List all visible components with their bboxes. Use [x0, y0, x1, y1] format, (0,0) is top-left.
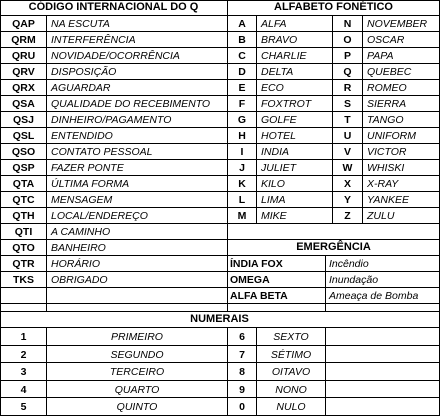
phonetic-letter: F: [238, 98, 246, 110]
row-line: [0, 47, 440, 48]
numeral-word: SÉTIMO: [270, 349, 312, 361]
emergency-code: OMEGA: [230, 274, 270, 286]
q-code-meaning: NA ESCUTA: [51, 18, 110, 30]
row-line: [0, 287, 440, 288]
phonetic-word: INDIA: [261, 146, 290, 158]
numeral-digit: 4: [20, 384, 27, 396]
q-code: QSL: [12, 130, 35, 142]
row-line: [0, 175, 440, 176]
q-code: QRM: [11, 34, 36, 46]
row-line: [0, 255, 440, 256]
emergency-header: EMERGÊNCIA: [296, 241, 371, 253]
phonetic-word: ECO: [261, 82, 284, 94]
phonetic-letter: N: [343, 18, 352, 30]
numeral-digit: 5: [20, 401, 27, 413]
numeral-word: PRIMEIRO: [111, 331, 163, 343]
phonetic-letter: O: [343, 34, 352, 46]
q-code-meaning: DISPOSIÇÃO: [51, 66, 117, 78]
q-code: TKS: [13, 274, 34, 286]
phonetic-word: X-RAY: [367, 178, 399, 190]
emergency-meaning: Incêndio: [329, 258, 369, 270]
phonetic-word: PAPA: [367, 50, 394, 62]
emergency-code: ÍNDIA FOX: [230, 258, 283, 270]
col-line: [325, 256, 326, 312]
numeral-word: SEGUNDO: [110, 349, 164, 361]
q-code: QTI: [14, 226, 33, 238]
q-code-meaning: QUALIDADE DO RECEBIMENTO: [51, 98, 211, 110]
phonetic-letter: E: [238, 82, 246, 94]
phonetic-word: TANGO: [367, 114, 404, 126]
row-line: [0, 31, 440, 32]
phonetic-letter: Z: [344, 210, 351, 222]
row-line: [0, 362, 440, 363]
q-code-meaning: CONTATO PESSOAL: [51, 146, 153, 158]
phonetic-letter: L: [238, 194, 246, 206]
q-code: QSA: [12, 98, 35, 110]
row-line: [0, 303, 440, 304]
phonetic-letter: K: [238, 178, 246, 190]
q-code-meaning: HORÁRIO: [51, 258, 101, 270]
row-line: [0, 397, 440, 398]
numeral-digit: 2: [20, 349, 27, 361]
q-code: QRX: [12, 82, 35, 94]
q-code: QTC: [12, 194, 35, 206]
q-code-meaning: AGUARDAR: [51, 82, 111, 94]
phonetic-letter: Y: [343, 194, 351, 206]
col-line: [362, 16, 363, 224]
q-code: QSO: [11, 146, 36, 158]
phonetic-word: YANKEE: [367, 194, 410, 206]
numerals-header: NUMERAIS: [190, 313, 249, 325]
phonetic-word: CHARLIE: [261, 50, 307, 62]
q-code: QRU: [11, 50, 36, 62]
phonetic-letter: U: [343, 130, 352, 142]
q-code-meaning: BANHEIRO: [51, 242, 106, 254]
numeral-digit: 3: [20, 366, 27, 378]
phonetic-word: JULIET: [261, 162, 297, 174]
q-code-meaning: INTERFERÊNCIA: [51, 34, 136, 46]
phonetic-word: KILO: [261, 178, 285, 190]
row-line: [0, 327, 440, 328]
q-code-meaning: DINHEIRO/PAGAMENTO: [51, 114, 172, 126]
numeral-word: TERCEIRO: [109, 366, 165, 378]
numeral-digit: 0: [239, 401, 245, 413]
phonetic-word: MIKE: [261, 210, 287, 222]
q-code: QTH: [12, 210, 35, 222]
col-line: [46, 16, 47, 312]
q-code-meaning: OBRIGADO: [51, 274, 108, 286]
row-line: [0, 79, 440, 80]
col-line: [256, 16, 257, 224]
row-line: [0, 345, 440, 346]
numeral-digit: 7: [239, 349, 245, 361]
row-line: [0, 271, 440, 272]
phonetic-letter: R: [343, 82, 352, 94]
phonetic-word: SIERRA: [367, 98, 407, 110]
numeral-digit: 1: [20, 331, 27, 343]
q-code: QTR: [12, 258, 35, 270]
q-code-meaning: ENTENDIDO: [51, 130, 113, 142]
phonetic-letter: A: [238, 18, 246, 30]
q-code-meaning: A CAMINHO: [51, 226, 111, 238]
q-code: QSP: [12, 162, 35, 174]
numeral-word: QUINTO: [116, 401, 158, 413]
numeral-word: SEXTO: [273, 331, 309, 343]
phonetic-word: ROMEO: [367, 82, 407, 94]
q-code: QSJ: [12, 114, 34, 126]
phonetic-word: FOXTROT: [261, 98, 312, 110]
numeral-word: NULO: [276, 401, 306, 413]
emergency-meaning: Ameaça de Bomba: [329, 290, 419, 302]
phonetic-letter: P: [343, 50, 351, 62]
numeral-word: OITAVO: [271, 366, 311, 378]
phonetic-letter: X: [343, 178, 351, 190]
numeral-word: QUARTO: [114, 384, 160, 396]
q-code: QAP: [12, 18, 35, 30]
q-code: QTA: [12, 178, 35, 190]
row-line: [0, 95, 440, 96]
phonetic-letter: B: [238, 34, 246, 46]
phonetic-letter: T: [344, 114, 351, 126]
numeral-word: NONO: [275, 384, 307, 396]
phonetic-word: VICTOR: [367, 146, 407, 158]
phonetic-letter: Q: [343, 66, 352, 78]
phonetic-letter: C: [238, 50, 246, 62]
phonetic-letter: S: [343, 98, 351, 110]
q-code-meaning: ÚLTIMA FORMA: [51, 178, 130, 190]
col-line: [325, 328, 326, 416]
row-line: [0, 15, 440, 16]
border-top: [0, 0, 440, 1]
phonetic-letter: I: [240, 146, 244, 158]
phonetic-letter: V: [343, 146, 351, 158]
row-line: [0, 143, 440, 144]
phonetic-letter: H: [238, 130, 246, 142]
phonetic-word: BRAVO: [261, 34, 298, 46]
q-code-header: CÓDIGO INTERNACIONAL DO Q: [28, 1, 199, 13]
phonetic-word: ALFA: [261, 18, 287, 30]
row-line: [0, 380, 440, 381]
q-code-meaning: NOVIDADE/OCORRÊNCIA: [51, 50, 180, 62]
phonetic-word: ZULU: [367, 210, 395, 222]
phonetic-header: ALFABETO FONÉTICO: [274, 1, 393, 13]
phonetic-word: UNIFORM: [367, 130, 416, 142]
numeral-digit: 9: [239, 384, 245, 396]
phonetic-word: HOTEL: [261, 130, 297, 142]
phonetic-letter: M: [237, 210, 247, 222]
numeral-digit: 8: [239, 366, 245, 378]
numeral-digit: 6: [239, 331, 245, 343]
row-line: [0, 223, 440, 224]
phonetic-letter: W: [342, 162, 353, 174]
q-code-meaning: MENSAGEM: [51, 194, 113, 206]
row-line: [0, 111, 440, 112]
row-line: [0, 127, 440, 128]
emergency-meaning: Inundação: [329, 274, 379, 286]
phonetic-letter: G: [237, 114, 247, 126]
q-code: QRV: [12, 66, 35, 78]
row-line: [0, 159, 440, 160]
phonetic-word: LIMA: [261, 194, 286, 206]
phonetic-letter: J: [239, 162, 245, 174]
q-code: QTO: [12, 242, 35, 254]
phonetic-word: WHISKI: [367, 162, 405, 174]
row-line: [0, 191, 440, 192]
row-line: [0, 207, 440, 208]
phonetic-word: NOVEMBER: [367, 18, 428, 30]
phonetic-word: OSCAR: [367, 34, 405, 46]
q-code-meaning: FAZER PONTE: [51, 162, 124, 174]
q-code-meaning: LOCAL/ENDEREÇO: [51, 210, 148, 222]
emergency-code: ALFA BETA: [230, 290, 288, 302]
phonetic-letter: D: [238, 66, 246, 78]
phonetic-word: DELTA: [261, 66, 294, 78]
phonetic-word: QUEBEC: [367, 66, 412, 78]
row-line: [0, 63, 440, 64]
phonetic-word: GOLFE: [261, 114, 297, 126]
